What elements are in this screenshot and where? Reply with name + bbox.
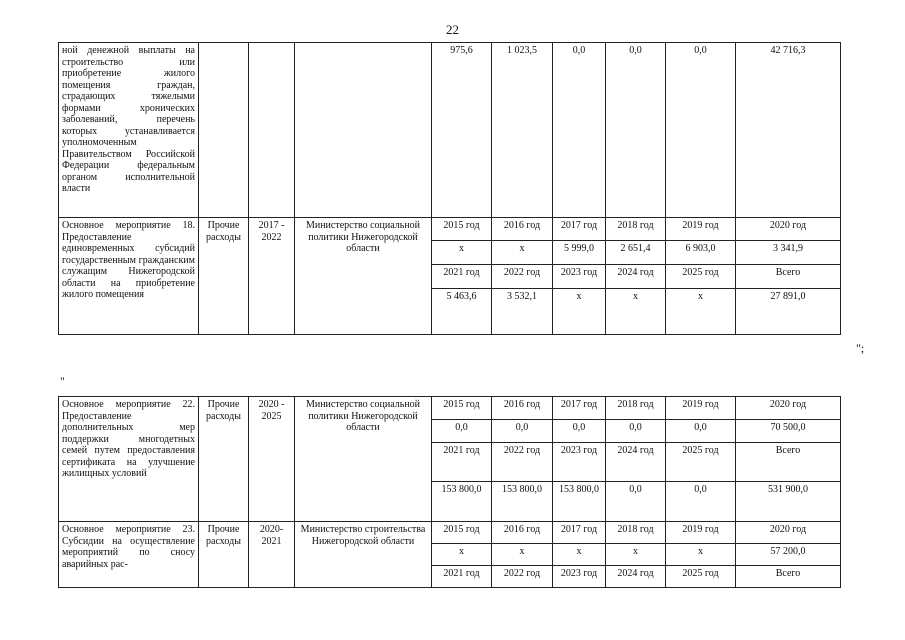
value-cell: 153 800,0: [553, 482, 606, 522]
value-cell: 27 891,0: [736, 289, 841, 335]
year-header: 2015 год: [432, 397, 492, 420]
year-header: 2022 год: [492, 443, 553, 482]
value-cell: х: [666, 544, 736, 566]
year-header: 2018 год: [606, 218, 666, 241]
value-cell: 0,0: [553, 43, 606, 218]
year-header: 2020 год: [736, 397, 841, 420]
value-cell: х: [666, 289, 736, 335]
executor: Министерство социальной политики Нижегородской области: [295, 397, 432, 522]
value-cell: 153 800,0: [492, 482, 553, 522]
expense-type: Прочие расходы: [199, 522, 249, 588]
value-cell: 0,0: [666, 43, 736, 218]
year-header: 2025 год: [666, 265, 736, 289]
table-row: [59, 397, 841, 420]
year-header: 2015 год: [432, 522, 492, 544]
expense-type: Прочие расходы: [199, 218, 249, 335]
year-header: 2023 год: [553, 265, 606, 289]
executor: [295, 43, 432, 218]
program-table-part-2: [58, 396, 841, 588]
table-row: [59, 43, 841, 218]
value-cell: 57 200,0: [736, 544, 841, 566]
year-header: 2025 год: [666, 566, 736, 588]
value-cell: 531 900,0: [736, 482, 841, 522]
year-header: 2018 год: [606, 522, 666, 544]
expense-type: Прочие расходы: [199, 397, 249, 522]
measure-description: ной денежной выплаты на строительство или приобретение жилого помещения граждан, страдающих тяжелыми формами хронических заболеваний, перечень которых устанавливается уполномоченным Правительством Российской Федерации федеральным органом исполнительной власти: [59, 43, 199, 218]
year-header: 2016 год: [492, 218, 553, 241]
year-header: 2024 год: [606, 443, 666, 482]
executor: Министерство строительства Нижегородской области: [295, 522, 432, 588]
year-header: 2016 год: [492, 397, 553, 420]
year-header: 2025 год: [666, 443, 736, 482]
value-cell: 6 903,0: [666, 241, 736, 265]
measure-description: Основное мероприятие 18. Предоставление единовременных субсидий государственным гражданским служащим Нижегородской области на приобретение жилого помещения: [59, 218, 199, 335]
year-header: 2019 год: [666, 218, 736, 241]
value-cell: 3 532,1: [492, 289, 553, 335]
value-cell: 975,6: [432, 43, 492, 218]
year-header: Всего: [736, 443, 841, 482]
period: [249, 43, 295, 218]
opening-quote: ": [60, 374, 65, 388]
year-header: 2016 год: [492, 522, 553, 544]
year-header: 2018 год: [606, 397, 666, 420]
year-header: 2017 год: [553, 397, 606, 420]
value-cell: х: [492, 241, 553, 265]
measure-description: Основное мероприятие 22. Предоставление дополнительных мер поддержки многодетных семей путем предоставления сертификата на улучшение жилищных условий: [59, 397, 199, 522]
page-number: 22: [446, 22, 459, 37]
year-header: 2021 год: [432, 566, 492, 588]
year-header: 2023 год: [553, 566, 606, 588]
year-header: 2020 год: [736, 218, 841, 241]
year-header: Всего: [736, 265, 841, 289]
value-cell: х: [492, 544, 553, 566]
value-cell: 0,0: [432, 420, 492, 443]
value-cell: 42 716,3: [736, 43, 841, 218]
value-cell: 0,0: [553, 420, 606, 443]
value-cell: 0,0: [666, 482, 736, 522]
year-header: 2021 год: [432, 265, 492, 289]
value-cell: 0,0: [666, 420, 736, 443]
year-header: 2021 год: [432, 443, 492, 482]
value-cell: х: [432, 544, 492, 566]
value-cell: 0,0: [606, 420, 666, 443]
year-header: 2017 год: [553, 218, 606, 241]
value-cell: 70 500,0: [736, 420, 841, 443]
table-row: [59, 218, 841, 241]
year-header: 2019 год: [666, 397, 736, 420]
expense-type: [199, 43, 249, 218]
period: 2020- 2021: [249, 522, 295, 588]
value-cell: 1 023,5: [492, 43, 553, 218]
value-cell: х: [606, 544, 666, 566]
value-cell: 5 463,6: [432, 289, 492, 335]
value-cell: 2 651,4: [606, 241, 666, 265]
year-header: 2024 год: [606, 566, 666, 588]
table-row: [59, 522, 841, 544]
value-cell: 0,0: [606, 482, 666, 522]
value-cell: 3 341,9: [736, 241, 841, 265]
value-cell: х: [553, 544, 606, 566]
period: 2020 - 2025: [249, 397, 295, 522]
year-header: 2022 год: [492, 566, 553, 588]
year-header: 2022 год: [492, 265, 553, 289]
value-cell: 0,0: [492, 420, 553, 443]
value-cell: х: [432, 241, 492, 265]
year-header: 2017 год: [553, 522, 606, 544]
value-cell: 153 800,0: [432, 482, 492, 522]
year-header: Всего: [736, 566, 841, 588]
executor: Министерство социальной политики Нижегородской области: [295, 218, 432, 335]
measure-description: Основное мероприятие 23. Субсидии на осуществление мероприятий по сносу аварийных рас-: [59, 522, 199, 588]
value-cell: 5 999,0: [553, 241, 606, 265]
year-header: 2020 год: [736, 522, 841, 544]
program-table-part-1: [58, 42, 841, 335]
period: 2017 - 2022: [249, 218, 295, 335]
year-header: 2023 год: [553, 443, 606, 482]
year-header: 2019 год: [666, 522, 736, 544]
value-cell: х: [606, 289, 666, 335]
value-cell: 0,0: [606, 43, 666, 218]
year-header: 2015 год: [432, 218, 492, 241]
value-cell: х: [553, 289, 606, 335]
year-header: 2024 год: [606, 265, 666, 289]
closing-quote: ";: [856, 341, 865, 355]
